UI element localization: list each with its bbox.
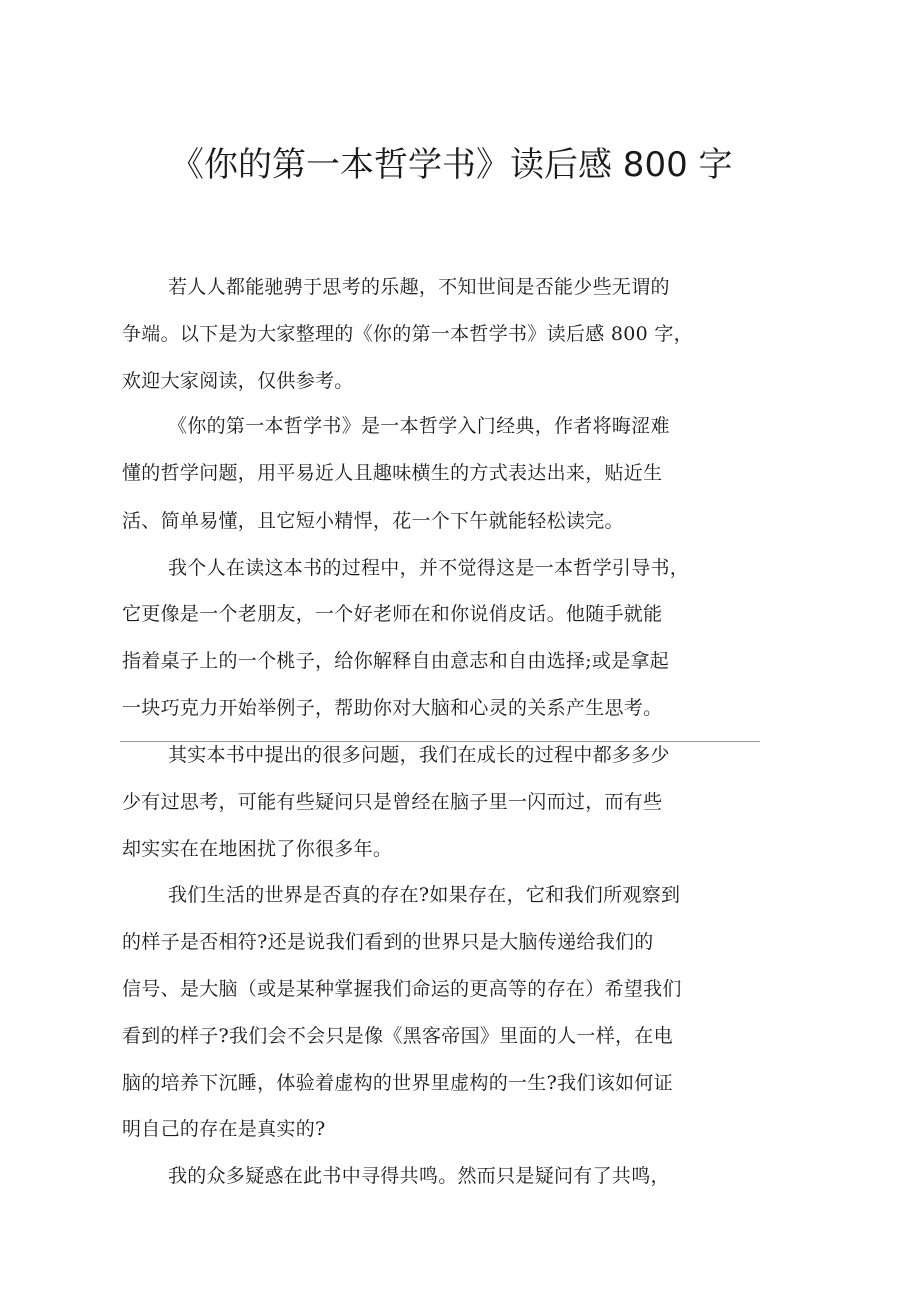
divider bbox=[120, 741, 760, 742]
text-line: 我们生活的世界是否真的存在?如果存在，它和我们所观察到 bbox=[168, 884, 681, 906]
text-line: 欢迎大家阅读，仅供参考。 bbox=[122, 370, 354, 392]
text-line: 我的众多疑惑在此书中寻得共鸣。然而只是疑问有了共鸣， bbox=[168, 1165, 670, 1187]
text-line: 它更像是一个老朋友，一个好老师在和你说俏皮话。他随手就能 bbox=[122, 603, 663, 625]
text-line: 信号、是大脑（或是某种掌握我们命运的更高等的存在）希望我们 bbox=[122, 978, 682, 1000]
text-line: 一块巧克力开始举例子，帮助你对大脑和心灵的关系产生思考。 bbox=[122, 697, 663, 719]
text-line: 却实实在在地困扰了你很多年。 bbox=[122, 838, 393, 860]
text-line: 明自己的存在是真实的? bbox=[122, 1118, 326, 1140]
text-line: 少有过思考，可能有些疑问只是曾经在脑子里一闪而过，而有些 bbox=[122, 791, 663, 813]
text-line: 我个人在读这本书的过程中，并不觉得这是一本哲学引导书， bbox=[168, 557, 690, 579]
text-line: 若人人都能驰骋于思考的乐趣，不知世间是否能少些无谓的 bbox=[168, 276, 670, 298]
text-line: 看到的样子?我们会不会只是像《黑客帝国》里面的人一样，在电 bbox=[122, 1025, 673, 1047]
text-line: 指着桌子上的一个桃子，给你解释自由意志和自由选择;或是拿起 bbox=[122, 650, 670, 672]
text-line: 懂的哲学问题，用平易近人且趣味横生的方式表达出来，贴近生 bbox=[122, 462, 663, 484]
text-line: 其实本书中提出的很多问题，我们在成长的过程中都多多少 bbox=[168, 744, 670, 766]
text-line: 争端。以下是为大家整理的《你的第一本哲学书》读后感 800 字， bbox=[122, 323, 693, 345]
text-line: 脑的培养下沉睡，体验着虚构的世界里虚构的一生?我们该如何证 bbox=[122, 1072, 673, 1094]
text-line: 活、简单易懂，且它短小精悍，花一个下午就能轻松读完。 bbox=[122, 510, 624, 532]
text-line: 的样子是否相符?还是说我们看到的世界只是大脑传递给我们的 bbox=[122, 931, 654, 953]
page-title: 《你的第一本哲学书》读后感 800 字 bbox=[170, 145, 733, 185]
text-line: 《你的第一本哲学书》是一本哲学入门经典，作者将晦涩难 bbox=[168, 415, 670, 437]
